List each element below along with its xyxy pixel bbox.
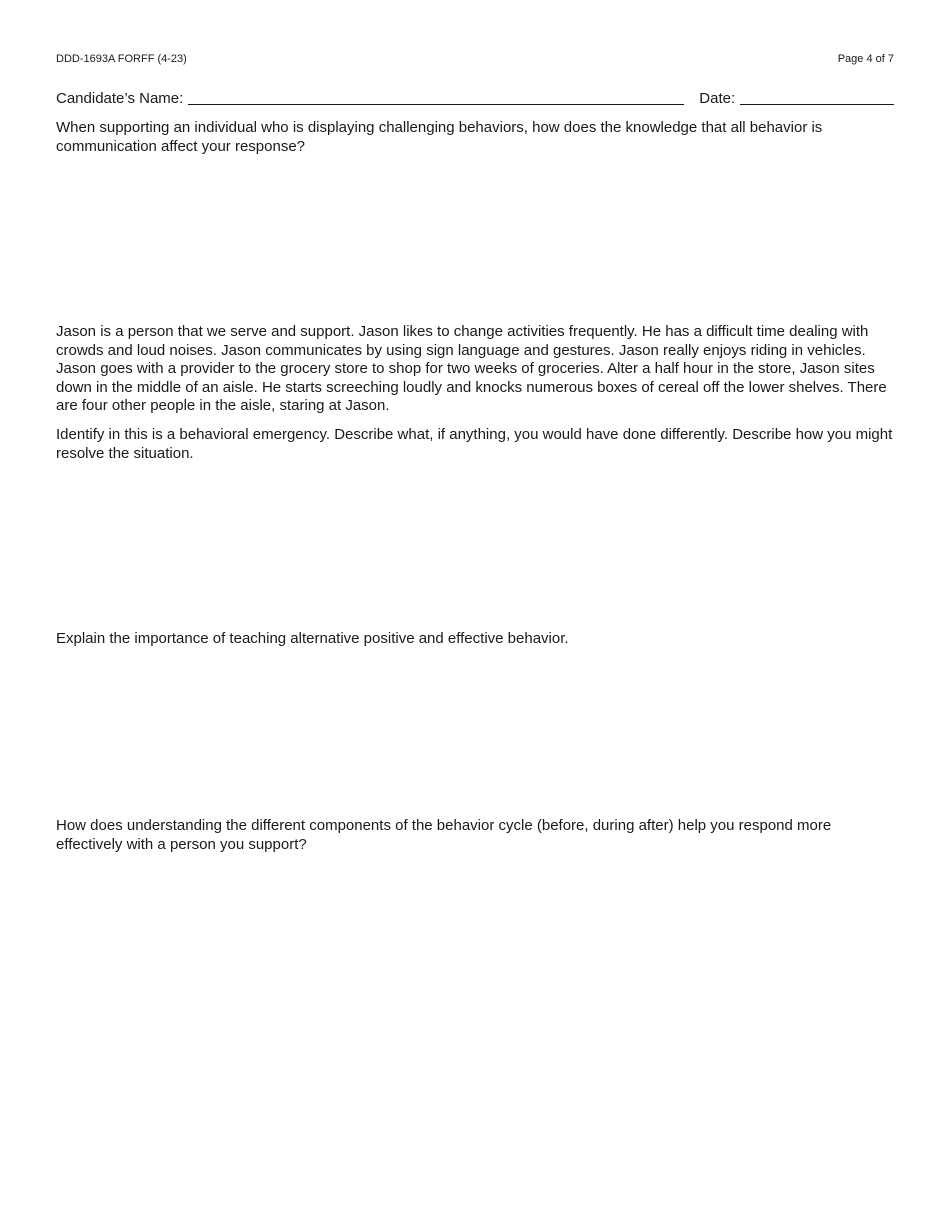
candidate-name-label: Candidate’s Name: [56,90,184,107]
page-number: Page 4 of 7 [837,53,894,65]
candidate-name-field[interactable] [188,90,684,105]
page-header [56,53,894,65]
form-id: DDD-1693A FORFF (4-23) [56,53,187,65]
question-3: Explain the importance of teaching alternative positive and effective behavior. [56,630,569,647]
question-1: When supporting an individual who is displaying challenging behaviors, how does the knowledge that all behavior is communication affect your response? [56,119,823,155]
question-4: How does understanding the different components of the behavior cycle (before, during after) help you respond more effectively with a person you support? [56,817,832,853]
scenario-text: Jason is a person that we serve and support. Jason likes to change activities frequently. He has a difficult time dealing with crowds and loud noises. Jason communicates by using sign language and gestures. Jason really enjoys riding in vehicles. Jason goes with a provider to the grocery store to shop for two weeks of groceries. Alter a half hour in the store, Jason sites down in the middle of an aisle. He starts screeching loudly and knocks numerous boxes of cereal off the lower shelves. There are four other people in the aisle, staring at Jason. [56,323,887,415]
date-label: Date: [699,90,736,107]
question-2: Identify in this is a behavioral emergency. Describe what, if anything, you would have done differently. Describe how you might resolve the situation. [56,426,893,462]
date-field[interactable] [740,90,894,105]
candidate-info-row [56,90,894,108]
